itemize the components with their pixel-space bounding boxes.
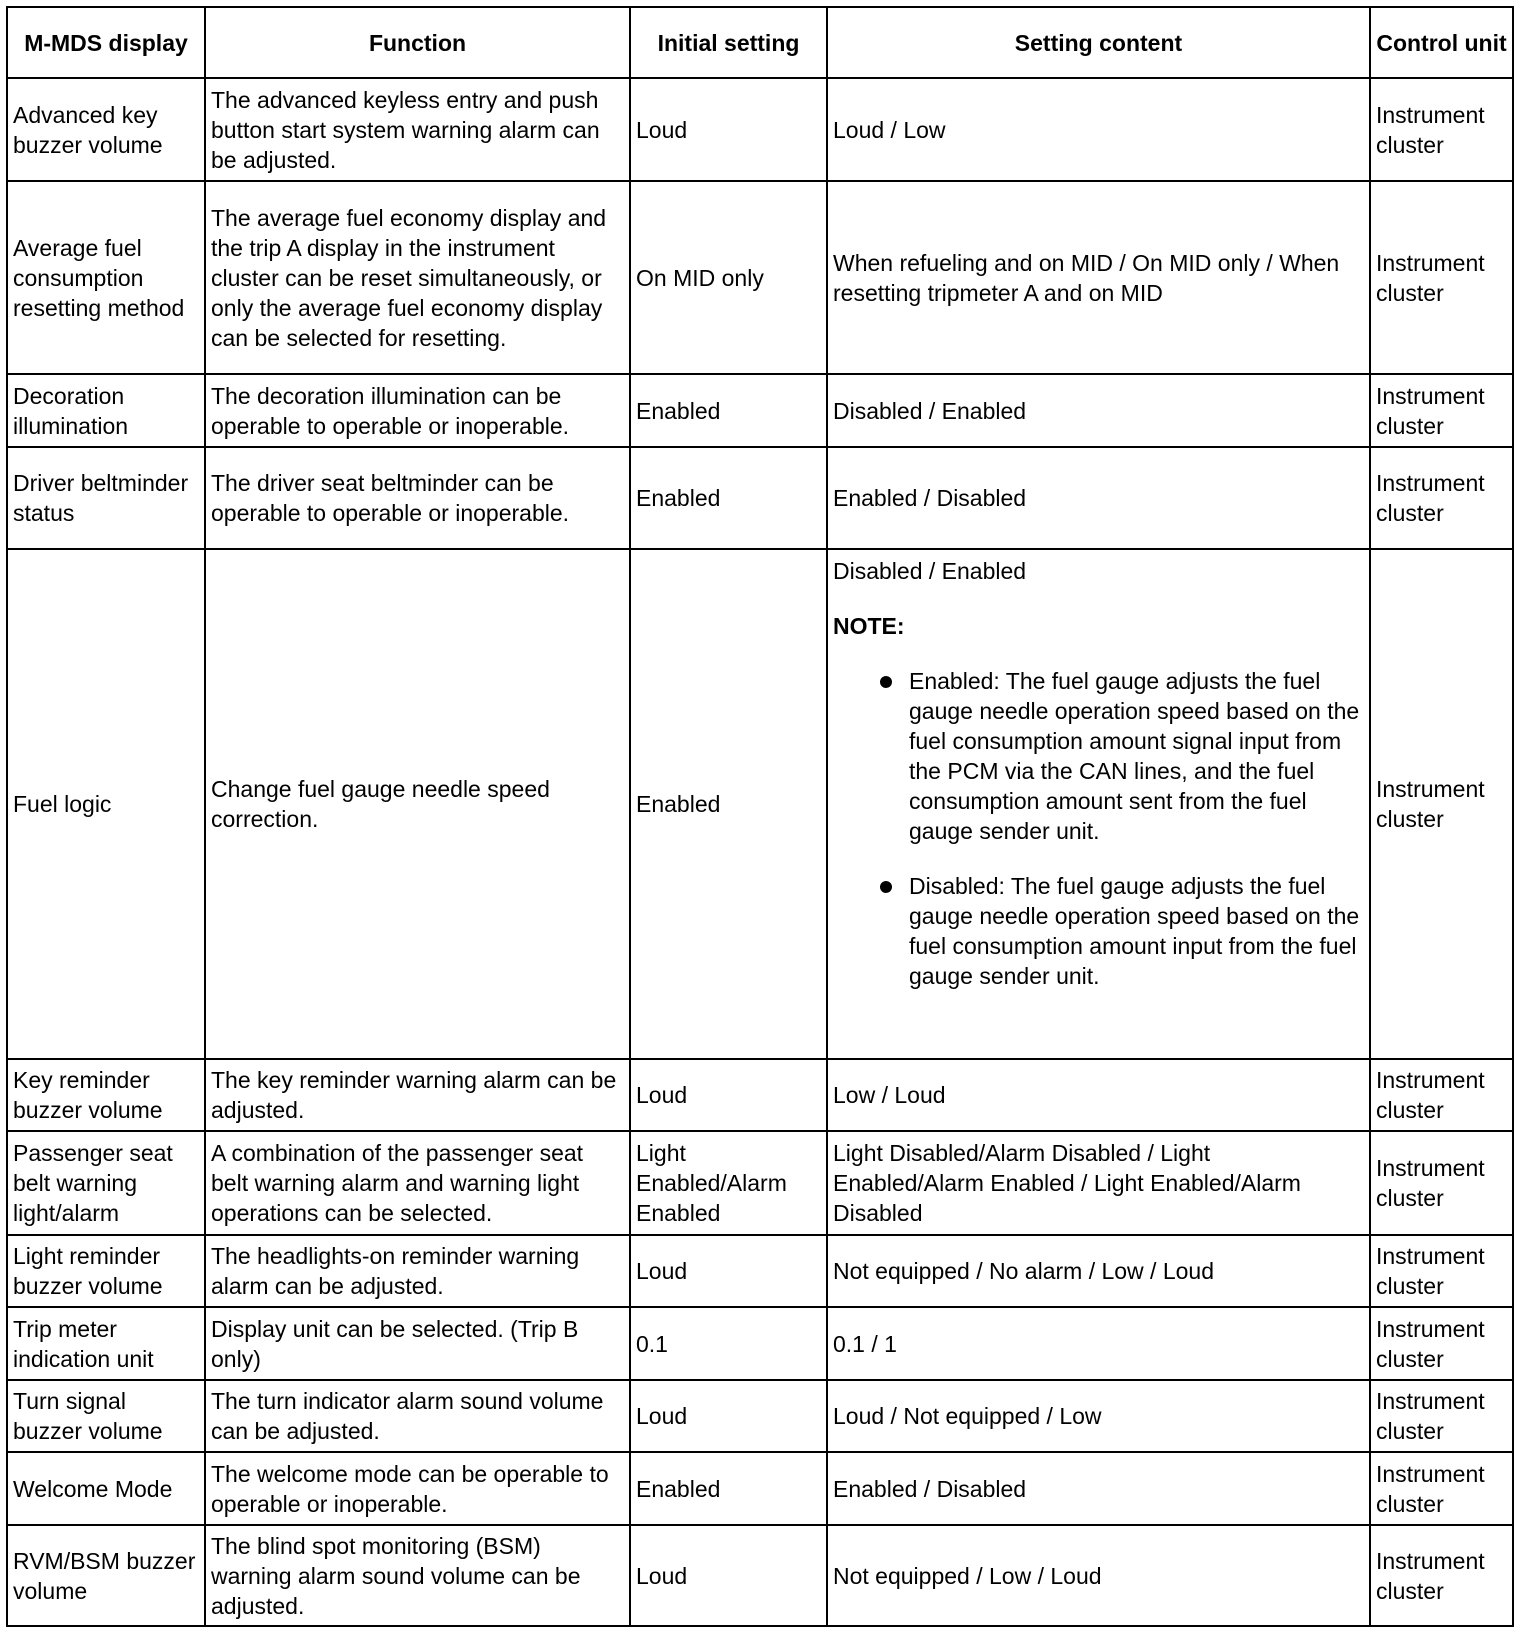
bullet-icon bbox=[880, 881, 892, 893]
cell-function: Change fuel gauge needle speed correction. bbox=[205, 549, 630, 1059]
cell-control-unit: Instrument cluster bbox=[1370, 1131, 1513, 1235]
cell-function: The decoration illumination can be operable to operable or inoperable. bbox=[205, 374, 630, 447]
cell-display: Light reminder buzzer volume bbox=[7, 1235, 205, 1307]
cell-setting-content: Light Disabled/Alarm Disabled / Light Enabled/Alarm Enabled / Light Enabled/Alarm Disabled bbox=[827, 1131, 1370, 1235]
cell-function: The headlights-on reminder warning alarm can be adjusted. bbox=[205, 1235, 630, 1307]
cell-setting-content bbox=[827, 549, 1370, 1059]
cell-setting-content: Disabled / Enabled bbox=[827, 374, 1370, 447]
note-item bbox=[880, 666, 1364, 846]
cell-control-unit: Instrument cluster bbox=[1370, 1452, 1513, 1525]
cell-control-unit: Instrument cluster bbox=[1370, 1235, 1513, 1307]
cell-display: Decoration illumination bbox=[7, 374, 205, 447]
cell-setting-content: When refueling and on MID / On MID only / When resetting tripmeter A and on MID bbox=[827, 181, 1370, 374]
cell-setting-content: Low / Loud bbox=[827, 1059, 1370, 1131]
table-row bbox=[7, 1131, 1513, 1235]
cell-control-unit: Instrument cluster bbox=[1370, 1380, 1513, 1452]
table-row bbox=[7, 1380, 1513, 1452]
cell-display: RVM/BSM buzzer volume bbox=[7, 1525, 205, 1626]
cell-control-unit: Instrument cluster bbox=[1370, 1525, 1513, 1626]
cell-function: The blind spot monitoring (BSM) warning alarm sound volume can be adjusted. bbox=[205, 1525, 630, 1626]
header-setting-content: Setting content bbox=[827, 7, 1370, 78]
note-text: Disabled: The fuel gauge adjusts the fuel gauge needle operation speed based on the fuel consumption amount input from the fuel gauge sender unit. bbox=[909, 873, 1360, 989]
cell-function: A combination of the passenger seat belt warning alarm and warning light operations can be selected. bbox=[205, 1131, 630, 1235]
cell-function: The turn indicator alarm sound volume can be adjusted. bbox=[205, 1380, 630, 1452]
header-mmds-display: M-MDS display bbox=[7, 7, 205, 78]
cell-initial-setting: Enabled bbox=[630, 447, 827, 549]
cell-setting-content: 0.1 / 1 bbox=[827, 1307, 1370, 1380]
cell-control-unit: Instrument cluster bbox=[1370, 549, 1513, 1059]
cell-initial-setting: Light Enabled/Alarm Enabled bbox=[630, 1131, 827, 1235]
note-text: Enabled: The fuel gauge adjusts the fuel gauge needle operation speed based on the fuel consumption amount signal input from the PCM via the CAN lines, and the fuel consumption amount sent from the fuel gauge sender unit. bbox=[909, 668, 1360, 844]
table-row bbox=[7, 1307, 1513, 1380]
cell-function: The driver seat beltminder can be operable to operable or inoperable. bbox=[205, 447, 630, 549]
cell-function: The advanced keyless entry and push button start system warning alarm can be adjusted. bbox=[205, 78, 630, 181]
cell-display: Welcome Mode bbox=[7, 1452, 205, 1525]
cell-control-unit: Instrument cluster bbox=[1370, 1059, 1513, 1131]
header-function: Function bbox=[205, 7, 630, 78]
bullet-icon bbox=[880, 676, 892, 688]
header-initial-setting: Initial setting bbox=[630, 7, 827, 78]
table-row bbox=[7, 447, 1513, 549]
table-row bbox=[7, 1235, 1513, 1307]
table-header-row bbox=[7, 7, 1513, 78]
table-row bbox=[7, 549, 1513, 1059]
cell-initial-setting: Loud bbox=[630, 1059, 827, 1131]
cell-display: Advanced key buzzer volume bbox=[7, 78, 205, 181]
cell-initial-setting: Loud bbox=[630, 78, 827, 181]
cell-setting-content: Loud / Low bbox=[827, 78, 1370, 181]
cell-function: The average fuel economy display and the trip A display in the instrument cluster can be reset simultaneously, or only the average fuel economy display can be selected for resetting. bbox=[205, 181, 630, 374]
table-row bbox=[7, 1452, 1513, 1525]
cell-display: Average fuel consumption resetting method bbox=[7, 181, 205, 374]
cell-control-unit: Instrument cluster bbox=[1370, 447, 1513, 549]
header-control-unit: Control unit bbox=[1370, 7, 1513, 78]
cell-control-unit: Instrument cluster bbox=[1370, 78, 1513, 181]
settings-table-wrapper bbox=[6, 6, 1514, 1627]
cell-display: Driver beltminder status bbox=[7, 447, 205, 549]
cell-control-unit: Instrument cluster bbox=[1370, 1307, 1513, 1380]
table-row bbox=[7, 1525, 1513, 1626]
cell-initial-setting: 0.1 bbox=[630, 1307, 827, 1380]
cell-function: Display unit can be selected. (Trip B only) bbox=[205, 1307, 630, 1380]
cell-initial-setting: Enabled bbox=[630, 374, 827, 447]
cell-display: Key reminder buzzer volume bbox=[7, 1059, 205, 1131]
cell-display: Turn signal buzzer volume bbox=[7, 1380, 205, 1452]
table-row bbox=[7, 78, 1513, 181]
cell-setting-content: Loud / Not equipped / Low bbox=[827, 1380, 1370, 1452]
cell-initial-setting: Loud bbox=[630, 1235, 827, 1307]
cell-setting-content: Enabled / Disabled bbox=[827, 447, 1370, 549]
mmds-settings-table bbox=[6, 6, 1514, 1627]
note-item bbox=[880, 871, 1364, 991]
cell-control-unit: Instrument cluster bbox=[1370, 181, 1513, 374]
cell-display: Fuel logic bbox=[7, 549, 205, 1059]
cell-initial-setting: Enabled bbox=[630, 549, 827, 1059]
table-row bbox=[7, 374, 1513, 447]
cell-initial-setting: Enabled bbox=[630, 1452, 827, 1525]
cell-setting-content: Not equipped / Low / Loud bbox=[827, 1525, 1370, 1626]
cell-setting-content: Enabled / Disabled bbox=[827, 1452, 1370, 1525]
setting-content-value: Disabled / Enabled bbox=[833, 558, 1027, 584]
cell-function: The key reminder warning alarm can be adjusted. bbox=[205, 1059, 630, 1131]
table-row bbox=[7, 1059, 1513, 1131]
cell-function: The welcome mode can be operable to operable or inoperable. bbox=[205, 1452, 630, 1525]
note-label: NOTE: bbox=[833, 613, 905, 639]
cell-initial-setting: Loud bbox=[630, 1380, 827, 1452]
cell-display: Passenger seat belt warning light/alarm bbox=[7, 1131, 205, 1235]
cell-initial-setting: Loud bbox=[630, 1525, 827, 1626]
cell-control-unit: Instrument cluster bbox=[1370, 374, 1513, 447]
table-row bbox=[7, 181, 1513, 374]
cell-initial-setting: On MID only bbox=[630, 181, 827, 374]
cell-display: Trip meter indication unit bbox=[7, 1307, 205, 1380]
cell-setting-content: Not equipped / No alarm / Low / Loud bbox=[827, 1235, 1370, 1307]
note-list bbox=[833, 666, 1364, 991]
